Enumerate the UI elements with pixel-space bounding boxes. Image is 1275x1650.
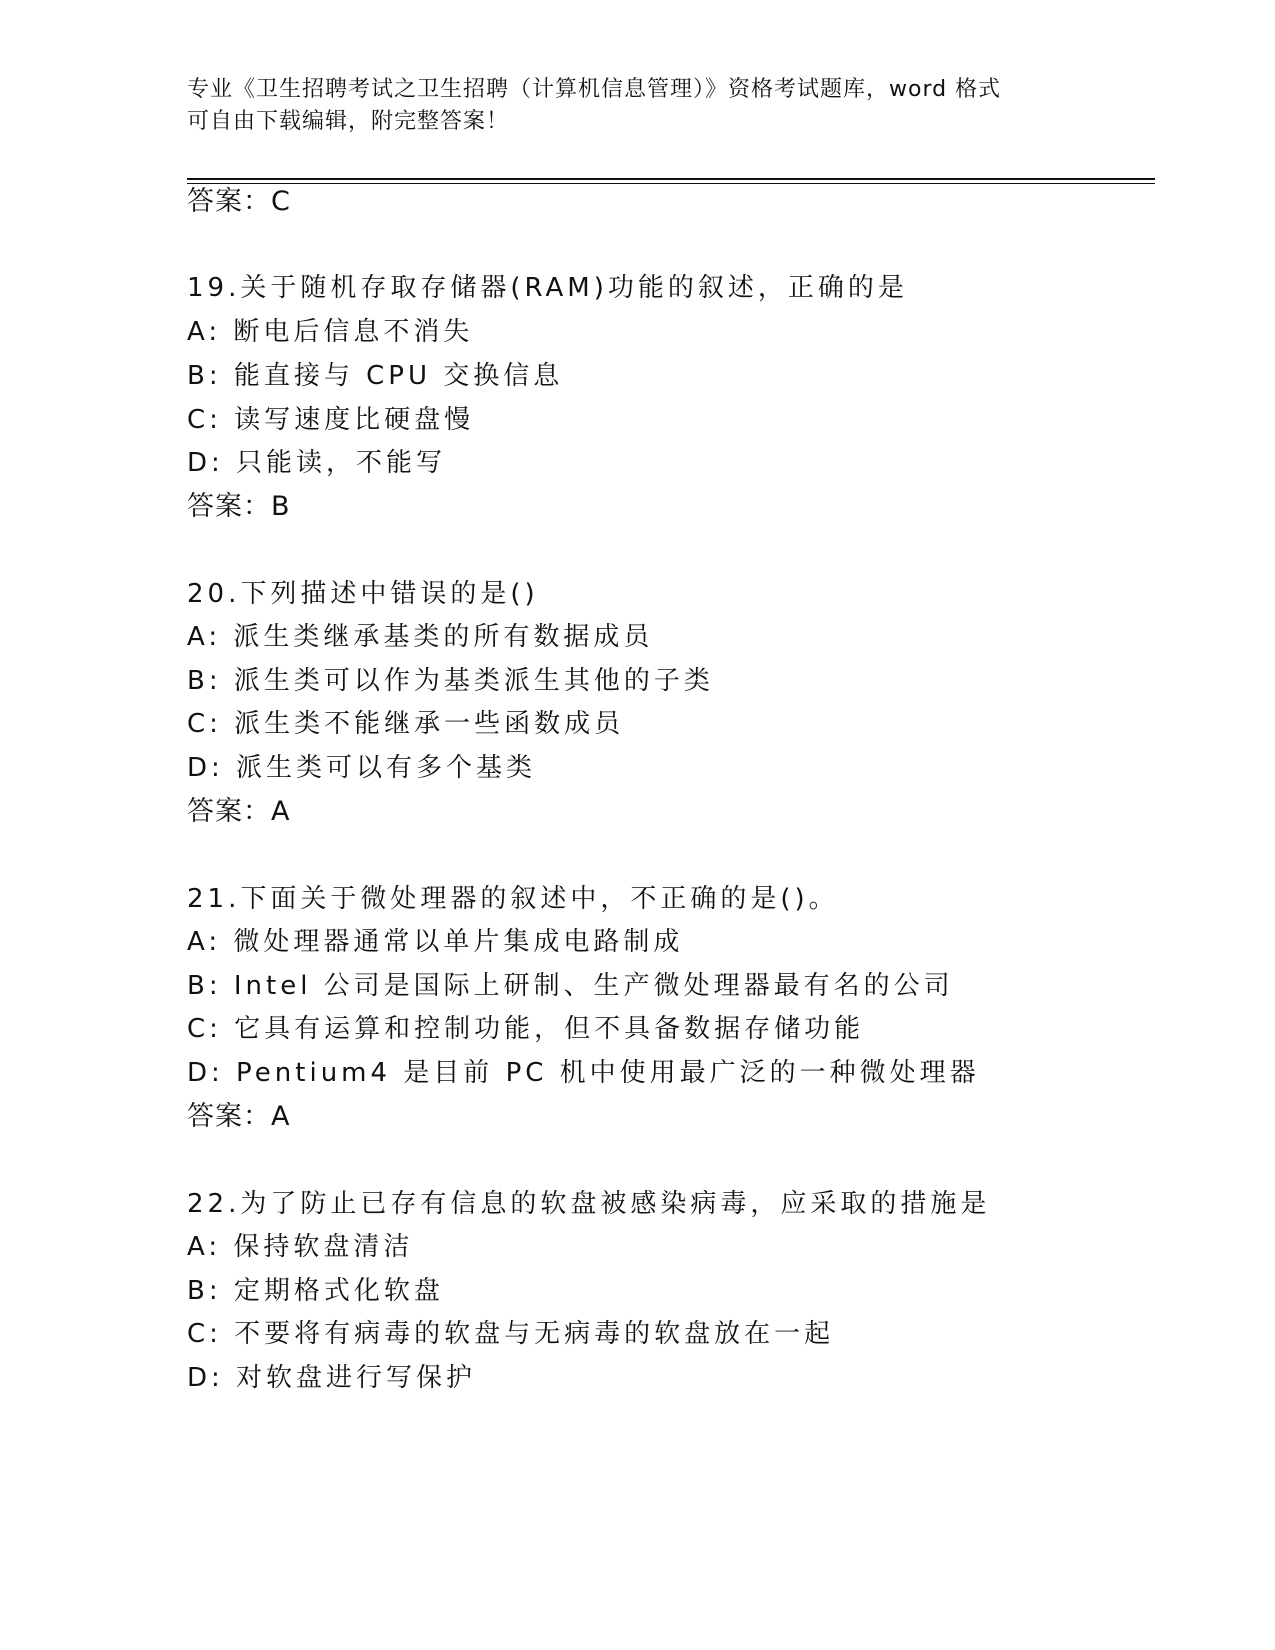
question-20-option-c: C: 派生类不能继承一些函数成员 <box>187 709 625 739</box>
question-19-option-c: C: 读写速度比硬盘慢 <box>187 405 475 435</box>
question-22-option-a: A: 保持软盘清洁 <box>187 1232 414 1262</box>
question-22-text: 22.为了防止已存有信息的软盘被感染病毒，应采取的措施是 <box>187 1189 991 1219</box>
question-20-option-b: B: 派生类可以作为基类派生其他的子类 <box>187 666 714 696</box>
question-21-option-b: B: Intel 公司是国际上研制、生产微处理器最有名的公司 <box>187 971 954 1001</box>
question-20-answer: 答案：A <box>187 796 291 827</box>
question-21-option-c: C: 它具有运算和控制功能，但不具备数据存储功能 <box>187 1014 865 1044</box>
question-22-option-c: C: 不要将有病毒的软盘与无病毒的软盘放在一起 <box>187 1319 835 1349</box>
question-21-text: 21.下面关于微处理器的叙述中，不正确的是()。 <box>187 884 839 914</box>
header-line-1: 专业《卫生招聘考试之卫生招聘（计算机信息管理）》资格考试题库，word 格式 <box>187 77 1002 102</box>
question-22-option-b: B: 定期格式化软盘 <box>187 1276 444 1306</box>
question-20-text: 20.下列描述中错误的是() <box>187 579 539 609</box>
question-22-option-d: D: 对软盘进行写保护 <box>187 1363 477 1393</box>
question-21-answer: 答案：A <box>187 1101 291 1132</box>
question-19-option-a: A: 断电后信息不消失 <box>187 317 474 347</box>
question-20-option-d: D: 派生类可以有多个基类 <box>187 753 537 783</box>
question-19-option-d: D: 只能读，不能写 <box>187 448 447 478</box>
question-21-option-a: A: 微处理器通常以单片集成电路制成 <box>187 927 684 957</box>
question-19-answer: 答案：B <box>187 491 291 522</box>
question-19-text: 19.关于随机存取存储器(RAM)功能的叙述，正确的是 <box>187 273 908 303</box>
question-20-option-a: A: 派生类继承基类的所有数据成员 <box>187 622 654 652</box>
header-divider <box>187 178 1155 184</box>
previous-answer: 答案：C <box>187 186 291 217</box>
question-21-option-d: D: Pentium4 是目前 PC 机中使用最广泛的一种微处理器 <box>187 1058 980 1088</box>
header-line-2: 可自由下载编辑，附完整答案！ <box>187 109 510 134</box>
document-header <box>187 74 1087 138</box>
question-19-option-b: B: 能直接与 CPU 交换信息 <box>187 361 564 391</box>
